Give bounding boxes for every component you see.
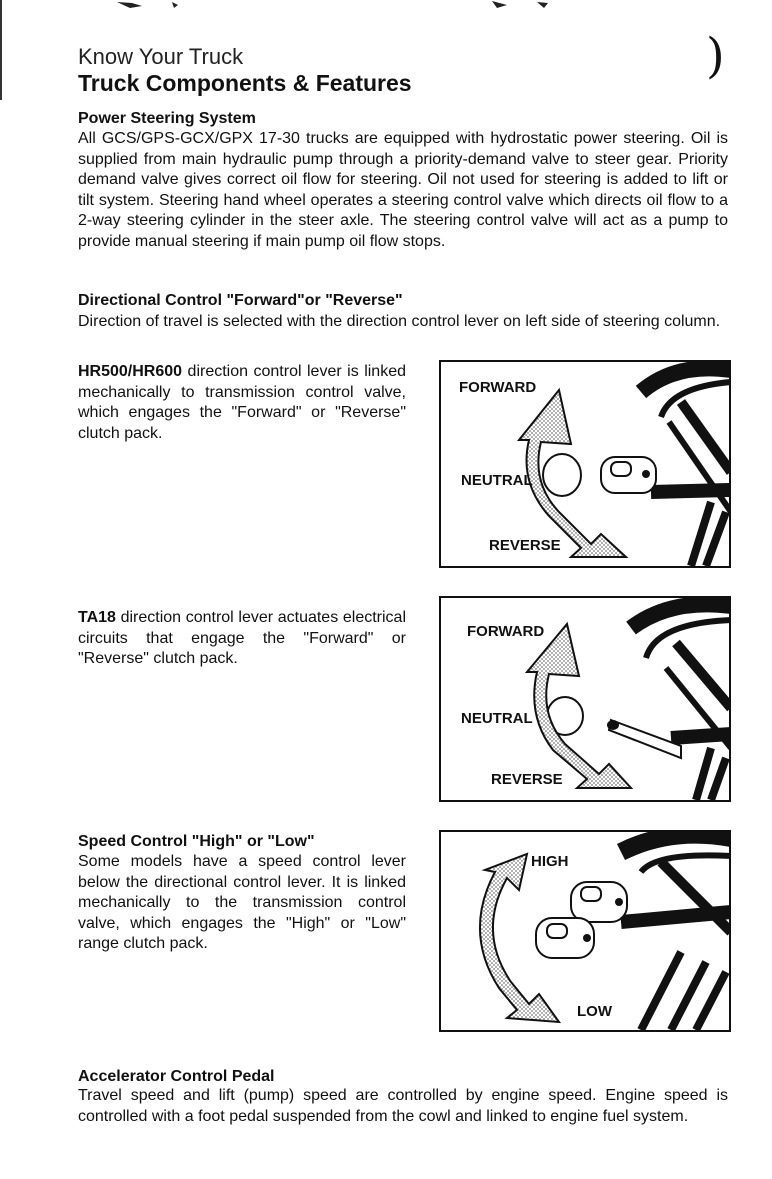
forward-label: FORWARD [467,623,545,640]
figure-hr-direction-lever [439,360,731,568]
neutral-label: NEUTRAL [461,472,533,489]
hr-model-label: HR500/HR600 [78,363,183,380]
steering-wheel-icon [631,604,729,800]
direction-lever-knob-icon [543,454,656,496]
scan-edge-mark [0,0,2,100]
forward-label: FORWARD [459,379,537,396]
steering-wheel-icon [621,835,729,1030]
accelerator-heading: Accelerator Control Pedal [78,1068,275,1085]
page-edge-paren: ) [706,28,725,84]
figure-ta18-direction-lever [439,596,731,802]
neutral-label: NEUTRAL [461,710,533,727]
power-steering-paragraph: All GCS/GPS-GCX/GPX 17-30 trucks are equipped with hydrostatic power steering. Oil is supplied from main hydraulic pump through a priority-demand valve to steer gear. Priority demand valve gives correct oil flow for steering. Oil not used for steering is added to lift or tilt system. Steering hand wheel operates a steering control valve which directs oil flow to a 2-way steering cylinder in the steer axle. The steering control valve will act as a pump to provide manual steering if main pump oil flow stops. [78,130,728,250]
speed-heading: Speed Control "High" or "Low" [78,833,315,850]
hr-lever-text: direction control lever is linked mechanically to transmission control valve, which engages the "Forward" or "Reverse" clutch pack. [78,363,406,442]
scan-top-marks [112,0,572,12]
ta-lever-paragraph [78,608,406,670]
figure-speed-lever [439,830,731,1032]
high-label: HIGH [531,853,569,870]
power-steering-heading: Power Steering System [78,110,256,127]
directional-paragraph: Direction of travel is selected with the direction control lever on left side of steering column. [78,313,721,330]
lever-knobs-icon [536,882,627,958]
speed-paragraph: Some models have a speed control lever below the directional control lever. It is linked mechanically to the transmission control valve, which engages the "High" or "Low" range clutch pack. [78,853,406,952]
hr-lever-paragraph [78,362,406,444]
low-label: LOW [577,1003,612,1020]
reverse-label: REVERSE [489,537,561,554]
directional-heading: Directional Control "Forward"or "Reverse" [78,292,403,309]
accelerator-paragraph: Travel speed and lift (pump) speed are controlled by engine speed. Engine speed is controlled with a foot pedal suspended from the cowl and linked to engine fuel system. [78,1087,728,1125]
ta-model-label: TA18 [78,609,116,626]
reverse-label: REVERSE [491,771,563,788]
section-kicker: Know Your Truck [78,44,244,69]
ta-lever-text: direction control lever actuates electrical circuits that engage the "Forward" or "Reverse" clutch pack. [78,609,406,667]
page-title: Truck Components & Features [78,70,412,96]
